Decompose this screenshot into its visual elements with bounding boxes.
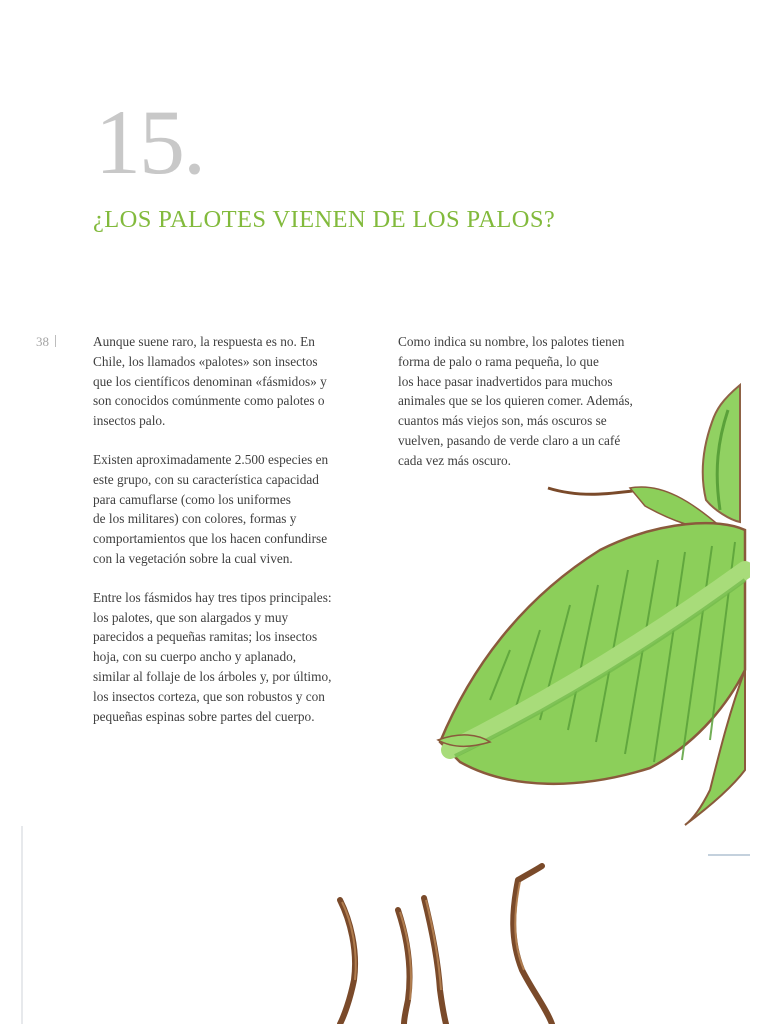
text-line: para camuflarse (como los uniformes <box>93 491 291 507</box>
text-line: son conocidos comúnmente como palotes o <box>93 393 325 409</box>
text-line: los hace pasar inadvertidos para muchos <box>398 373 613 389</box>
text-line: similar al follaje de los árboles y, por último, <box>93 668 332 684</box>
text-line: insectos palo. <box>93 413 166 429</box>
body-paragraph <box>93 450 375 569</box>
text-line: los palotes, que son alargados y muy <box>93 609 289 625</box>
text-line: vuelven, pasando de verde claro a un café <box>398 432 621 448</box>
text-line: de los militares) con colores, formas y <box>93 511 297 527</box>
text-line: parecidos a pequeñas ramitas; los insectos <box>93 629 318 645</box>
left-text-column <box>93 332 375 745</box>
chapter-title: ¿LOS PALOTES VIENEN DE LOS PALOS? <box>93 206 556 233</box>
upper-leg-shape <box>703 385 740 522</box>
page-number-text: 38 <box>36 334 49 349</box>
leaf-insect-illustration <box>430 370 750 830</box>
text-line: este grupo, con su característica capacidad <box>93 471 319 487</box>
leg-3 <box>424 898 446 1024</box>
text-line: los insectos corteza, que son robustos y con <box>93 688 325 704</box>
text-line: cada vez más oscuro. <box>398 452 511 468</box>
page-edge-line <box>21 826 23 1024</box>
text-line: comportamientos que los hacen confundirse <box>93 531 328 547</box>
insect-legs-illustration <box>300 840 600 1024</box>
text-line: con la vegetación sobre la cual viven. <box>93 550 293 566</box>
body-paragraph <box>93 588 375 727</box>
leg-1 <box>340 900 355 1024</box>
text-line: Como indica su nombre, los palotes tienen <box>398 334 625 349</box>
body-paragraph <box>93 332 375 431</box>
text-line: hoja, con su cuerpo ancho y aplanado, <box>93 649 297 665</box>
leaf-body <box>440 523 745 784</box>
page-number-divider <box>55 335 56 347</box>
text-line: Aunque suene raro, la respuesta es no. En <box>93 334 315 349</box>
chapter-number: 15. <box>95 91 204 193</box>
text-line: Chile, los llamados «palotes» son insectos <box>93 353 318 369</box>
page-number <box>36 334 56 350</box>
text-line: pequeñas espinas sobre partes del cuerpo. <box>93 708 315 724</box>
text-line: Existen aproximadamente 2.500 especies en <box>93 451 329 467</box>
text-line: animales que se los quieren comer. Además, <box>398 393 633 409</box>
text-line: cuantos más viejos son, más oscuros se <box>398 413 607 429</box>
text-line: Entre los fásmidos hay tres tipos principales: <box>93 589 332 605</box>
legs-group <box>340 866 552 1024</box>
page-edge-marker <box>708 854 750 856</box>
text-line: que los científicos denominan «fásmidos» y <box>93 373 327 389</box>
text-line: forma de palo o rama pequeña, lo que <box>398 353 599 369</box>
